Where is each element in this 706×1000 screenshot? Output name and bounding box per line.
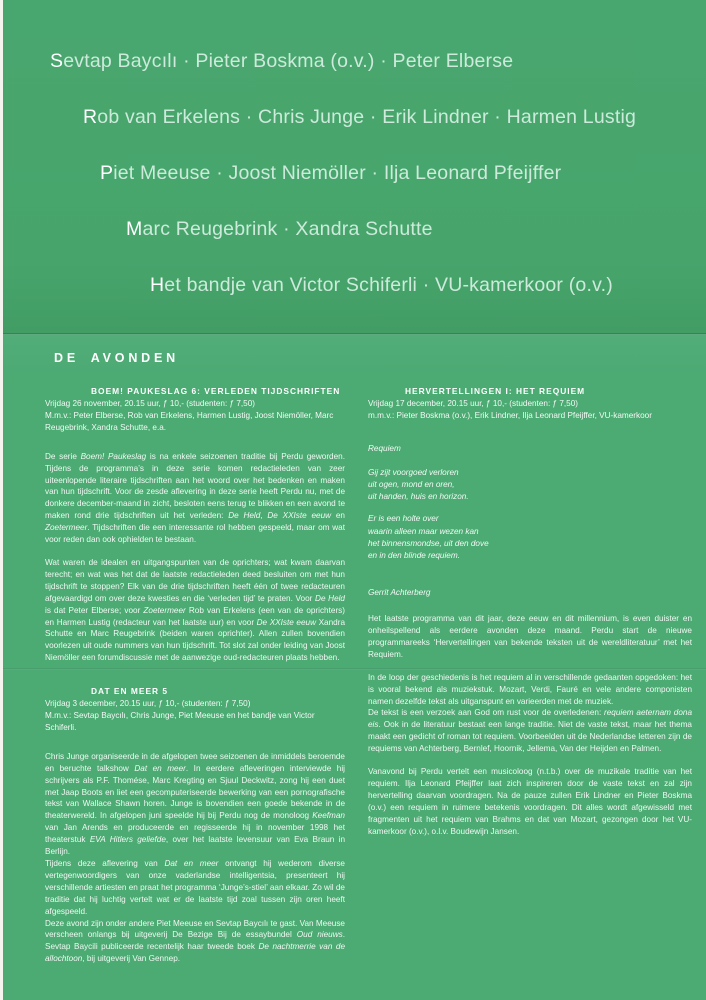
event-title-dat-en-meer: DAT EN MEER 5 <box>91 686 169 697</box>
poem-stanza-2 <box>368 513 692 562</box>
section-title: DE AVONDEN <box>54 351 179 365</box>
poem-title: Requiem <box>368 443 401 453</box>
poem-line: uit ogen, mond en oren, <box>368 479 455 489</box>
fold-crease-top <box>0 333 706 335</box>
event-title-boem: BOEM! PAUKESLAG 6: VERLEDEN TIJDSCHRIFTEN <box>91 386 341 396</box>
performer-line-5 <box>150 274 613 297</box>
performer-line-initial: R <box>83 106 98 128</box>
poem-attribution: Gerrit Achterberg <box>368 588 431 598</box>
event-title-requiem: HERVERTELLINGEN I: HET REQUIEM <box>405 386 586 396</box>
scan-edge <box>0 0 3 1000</box>
event-date-boem: Vrijdag 26 november, 20.15 uur, ƒ 10,- (studenten: ƒ 7,50) <box>45 399 255 408</box>
performer-line-3 <box>100 162 561 185</box>
poem-line: waarin alleen maar wezen kan <box>368 526 479 536</box>
performer-line-text: iet Meeuse · Joost Niemöller · Ilja Leonard Pfeijffer <box>113 162 562 184</box>
column-left <box>45 386 345 965</box>
event-paragraph: In de loop der geschiedenis is het requiem al in verschillende gedaanten opgedoken: het is vooral bekend als muziekstuk. Mozart, Verdi, Fauré en vele andere componisten namen dezelfde tekst als uitganspunt en varieerden met de muziek. <box>368 672 692 706</box>
performer-line-initial: H <box>150 274 165 296</box>
event-paragraph: Het laatste programma van dit jaar, deze eeuw en dit millennium, is even duister en onheilspellend als eerdere avonden deze maand. Perdu start de nieuwe programmareeks ‘Hervertellingen van bekende teksten uit de wereldliteratuur’ met het Requiem. <box>368 614 692 659</box>
performer-line-1 <box>50 50 513 73</box>
event-dat-en-meer <box>45 686 345 965</box>
event-paragraph: De serie Boem! Paukeslag is na enkele seizoenen traditie bij Perdu geworden. Tijdens de programma’s in deze serie komen redactieleden van zeer uiteenlopende literaire tijdschriften aan het woord over het bedenken en maken van hun tijdschrift. Voor de zesde aflevering in deze serie heeft Perdu nu, met de donkere december-maand in zicht, besloten eens terug te blikken en een avond te maken rond drie tijdschriften uit het verleden: De Held, De XXIste eeuw en Zoetermeer. Tijdschriften die een interessante rol hebben gespeeld, maar om wat voor reden dan ook ophielden te bestaan. <box>45 451 345 545</box>
column-right <box>368 386 692 849</box>
event-credits-requiem: m.m.v.: Pieter Boskma (o.v.), Erik Lindner, Ilja Leonard Pfeijffer, VU-kamerkoor <box>368 410 652 420</box>
performer-line-text: ob van Erkelens · Chris Junge · Erik Lindner · Harmen Lustig <box>97 106 637 128</box>
poem-line: Er is een holte over <box>368 514 439 524</box>
poem-line: het binnensmondse, uit den dove <box>368 538 489 548</box>
performer-line-initial: P <box>100 162 114 184</box>
event-paragraph: Deze avond zijn onder andere Piet Meeuse en Sevtap Baycılı te gast. Van Meeuse verscheen onlangs bij uitgeverij De Bezige Bij de essaybundel Oud nieuws. Sevtap Baycili publiceerde recentelijk haar tweede boek De nachtmerrie van de allochtoon, bij uitgeverij Van Gennep. <box>45 918 346 964</box>
performer-line-4 <box>126 218 433 241</box>
event-date-requiem: Vrijdag 17 december, 20.15 uur, ƒ 10,- (studenten: ƒ 7,50) <box>368 399 578 408</box>
event-credits-boem: M.m.v.: Peter Elberse, Rob van Erkelens, Harmen Lustig, Joost Niemöller, Marc Reugebrink, Xandra Schutte, e.a. <box>45 410 334 432</box>
performer-line-2 <box>83 106 636 129</box>
program-columns <box>45 386 692 965</box>
performer-line-text: arc Reugebrink · Xandra Schutte <box>142 218 433 240</box>
poem-requiem <box>368 443 692 597</box>
poem-line: Gij zijt voorgoed verloren <box>368 467 459 477</box>
performer-line-text: et bandje van Victor Schiferli · VU-kamerkoor (o.v.) <box>164 274 613 296</box>
names-panel <box>0 0 706 334</box>
event-paragraph: Vanavond bij Perdu vertelt een musicoloog (n.t.b.) over de muzikale traditie van het requiem. Ilja Leonard Pfeijffer laat zich inspireren door de vaste tekst en zal zijn hervertelling daarvan voordragen. Na de pauze zullen Erik Lindner en Pieter Boskma (o.v.) een requiem in ruimere betekenis voordragen. Dit alles wordt afgewisseld met fragmenten uit het requiem van Brahms en dat van Mozart, gezongen door het VU-kamerkoor (o.v.), o.l.v. Boudewijn Jansen. <box>368 767 692 836</box>
event-credits-dat-en-meer: M.m.v.: Sevtap Baycılı, Chris Junge, Piet Meeuse en het bandje van Victor Schiferli. <box>45 711 315 732</box>
performer-line-text: evtap Baycılı · Pieter Boskma (o.v.) · Peter Elberse <box>63 50 514 72</box>
performer-line-initial: S <box>50 50 64 72</box>
performer-line-initial: M <box>126 218 143 240</box>
poem-stanza-1 <box>368 467 692 504</box>
poem-line: en in den blinde requiem. <box>368 550 460 560</box>
event-paragraph: Chris Junge organiseerde in de afgelopen twee seizoenen de inmiddels beroemde en beruchte talkshow Dat en meer. In eerdere afleveringen interviewde hij schrijvers als P.F. Thomése, Marc Kregting en Sjuul Deckwitz, zong hij een duet met Jaap Boots en liet een gecomputeriseerde bewerking van een pornografische tekst van Wallace Shawn horen. Junge is bovendien een goede bekende in de theaterwereld. In afgelopen juni speelde hij bij Perdu nog de monoloog Keefman van Jan Arends en produceerde en regisseerde hij in november 1998 het theaterstuk EVA Hitlers geliefde, over het laatste levensuur van Eva Braun in Berlijn. <box>45 751 346 857</box>
event-paragraph: De tekst is een verzoek aan God om rust voor de overledenen: requiem aeternam dona eis. Ook in de literatuur bestaat een lange traditie. Niet de vaste tekst, maar het thema maakt een gedicht of roman tot requiem. Voorbeelden uit de Nederlandse letteren zijn de requiems van Achterberg, Bernlef, Hoornik, Jellema, Van der Heijden en Palmen. <box>368 708 692 754</box>
event-date-dat-en-meer: Vrijdag 3 december, 20.15 uur, ƒ 10,- (studenten: ƒ 7,50) <box>45 699 251 709</box>
poem-line: uit handen, huis en horizon. <box>368 492 469 502</box>
event-paragraph: Tijdens deze aflevering van Dat en meer ontvangt hij wederom diverse vertegenwoordigers van onze vaderlandse intelligentsia, presenteert hij verschillende artiesten en praat het programma ‘Junge’s-stiel’ aan elkaar. Zo wil de traditie dat hij luchtig vertelt wat er de laatste tijd zoal tussen zijn oren heeft afgespeeld. <box>45 859 345 916</box>
event-paragraph: Wat waren de idealen en uitgangspunten van de oprichters; wat kwam daarvan terecht; en wat was het dat de laatste redactieleden deed besluiten om met hun tijdschrift te stoppen? Elk van de drie tijdschriften heeft één of twee redacteuren afgevaardigd om over deze kwesties en die ‘verleden tijd’ te praten. Voor De Held is dat Peter Elberse; voor Zoetermeer Rob van Erkelens (een van de oprichters) en Harmen Lustig (redacteur van het laatste uur) en voor De XXIste eeuw Xandra Schutte en Marc Reugebrink (beiden waren oprichter). Allen zullen bovendien voorlezen uit oude nummers van hun tijdschrift. Tot slot zal onder leiding van Joost Niemöller een forumdiscussie met de aanwezige oud-redacteuren plaats hebben. <box>45 557 345 663</box>
